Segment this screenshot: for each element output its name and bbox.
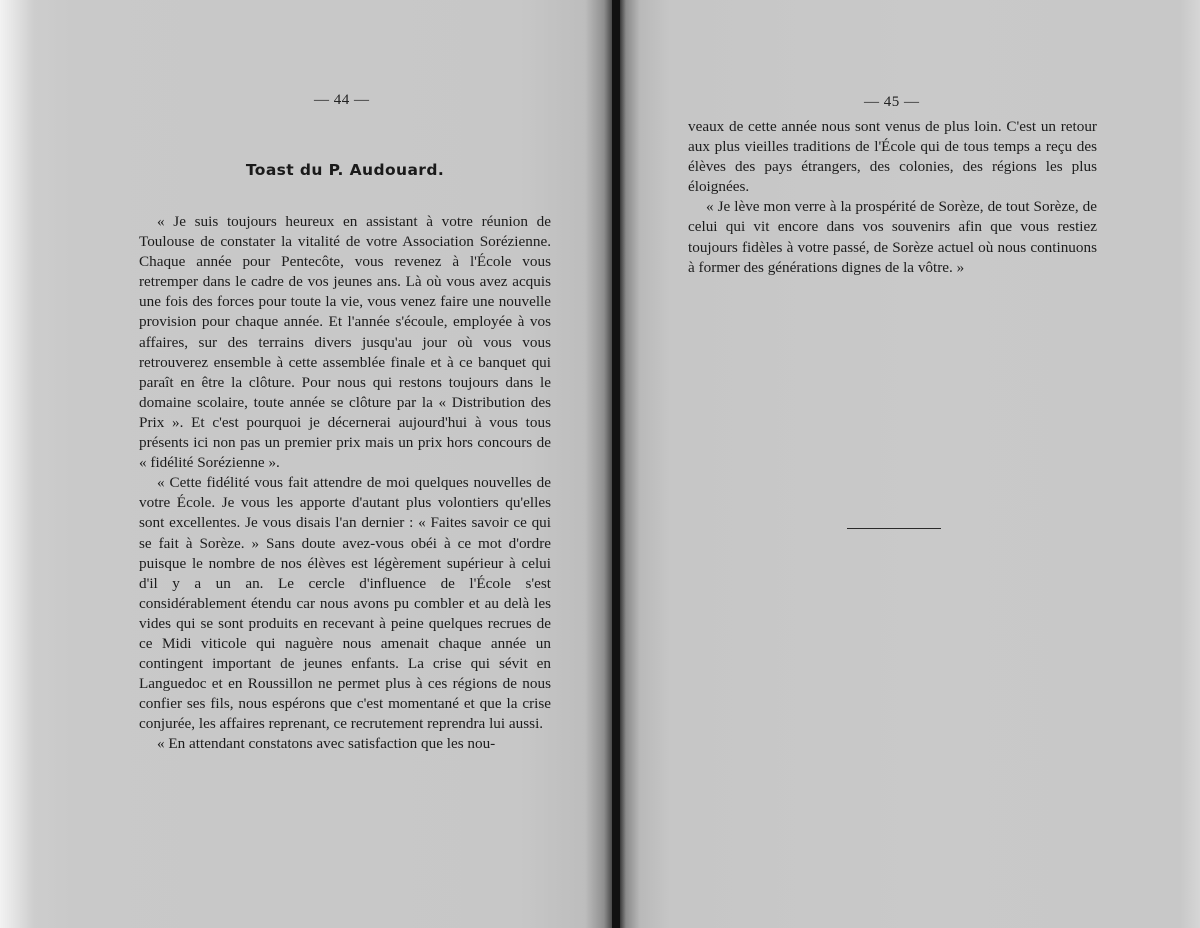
right-body-text [688, 117, 1097, 278]
left-body-text [139, 212, 551, 755]
paragraph: « En attendant constatons avec satisfaction que les nou- [157, 735, 496, 753]
paragraph: « Cette fidélité vous fait attendre de moi quelques nouvelles de votre École. Je vous les apporte d'autant plus volontiers qu'elles sont excellentes. Je vous disais l'an dernier : « Faites savoir ce qui se fait à Sorèze. » Sans doute avez-vous obéi à ce mot d'ordre puisque le nombre de nos élèves est légèrement supérieur à celui d'il y a un an. Le cercle d'influence de l'École s'est considérablement étendu car nous avons pu combler et au delà les vides qui se sont produits en recevant à peine quelques recrues de ce Midi viticole qui naguère nous amenait chaque année un contingent important de jeunes enfants. La crise qui sévit en Languedoc et en Roussillon ne permet plus à ces régions de nous confier ses fils, nous espérons que c'est momentané et que la crise conjurée, les affaires reprenant, ce recrutement reprendra lui aussi. [139, 474, 551, 733]
paragraph: veaux de cette année nous sont venus de plus loin. C'est un retour aux plus vieilles traditions de l'École qui de tous temps a reçu des élèves des pays étrangers, des colonies, des régions les plus éloignées. [688, 118, 1097, 196]
right-page [620, 0, 1200, 928]
book-spine [612, 0, 620, 928]
page-number-left: — 44 — [314, 92, 370, 108]
paragraph: « Je lève mon verre à la prospérité de Sorèze, de tout Sorèze, de celui qui vit encore dans vos souvenirs afin que vous restiez toujours fidèles à votre passé, de Sorèze actuel où nous continuons à former des générations dignes de la vôtre. » [688, 198, 1097, 276]
closing-rule [847, 528, 941, 529]
page-number-right: — 45 — [864, 94, 920, 110]
paragraph: « Je suis toujours heureux en assistant à votre réunion de Toulouse de constater la vitalité de votre Association Sorézienne. Chaque année pour Pentecôte, vous revenez à l'École vous retremper dans le cadre de vos jeunes ans. Là où vous avez acquis une fois des forces pour toute la vie, vous venez faire une nouvelle provision pour chaque année. Et l'année s'écoule, employée à vos affaires, sur des terrains divers jusqu'au jour où vous vous retrouverez ensemble à cette assemblée finale et à ce banquet qui paraît en être la clôture. Pour nous qui restons toujours dans le domaine scolaire, toute année se clôture par la « Distribution des Prix ». Et c'est pourquoi je décernerai aujourd'hui à vous tous présents ici non pas un premier prix mais un prix hors concours de « fidélité Sorézienne ». [139, 213, 551, 472]
toast-title: Toast du P. Audouard. [245, 161, 445, 179]
